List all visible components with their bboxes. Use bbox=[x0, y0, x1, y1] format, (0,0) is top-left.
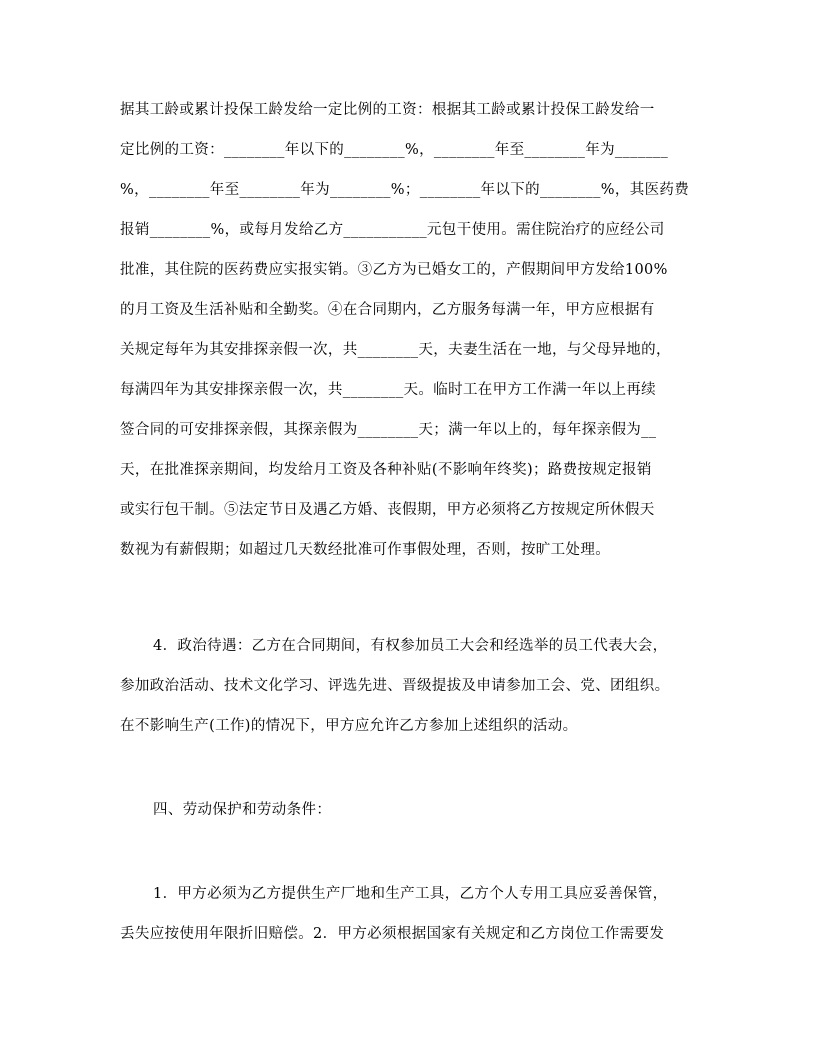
text-line: 报销________%，或每月发给乙方___________元包干使用。需住院治疗的应经公司 bbox=[120, 222, 665, 238]
text-line: 定比例的工资：________年以下的________%，________年至________年为_______ bbox=[120, 142, 669, 158]
text-line: 每满四年为其安排探亲假一次，共________天。临时工在甲方工作满一年以上再续 bbox=[120, 382, 656, 398]
section-4-heading-line: 4．政治待遇：乙方在合同期间，有权参加员工大会和经选举的员工代表大会， bbox=[153, 638, 668, 654]
text-line: 签合同的可安排探亲假，其探亲假为________天；满一年以上的，每年探亲假为__ bbox=[120, 422, 657, 438]
text-line: 丢失应按使用年限折旧赔偿。2．甲方必须根据国家有关规定和乙方岗位工作需要发 bbox=[120, 926, 665, 942]
text-line: 1．甲方必须为乙方提供生产厂地和生产工具，乙方个人专用工具应妥善保管， bbox=[153, 886, 668, 902]
text-line: 天，在批准探亲期间，均发给月工资及各种补贴(不影响年终奖)；路费按规定报销 bbox=[120, 462, 652, 478]
text-line: 据其工龄或累计投保工龄发给一定比例的工资：根据其工龄或累计投保工龄发给一 bbox=[120, 102, 655, 118]
text-line: 的月工资及生活补贴和全勤奖。④在合同期内，乙方服务每满一年，甲方应根据有 bbox=[120, 302, 655, 318]
text-line: 数视为有薪假期；如超过几天数经批准可作事假处理，否则，按旷工处理。 bbox=[120, 542, 611, 558]
text-line: 批准，其住院的医药费应实报实销。③乙方为已婚女工的，产假期间甲方发给100% bbox=[120, 262, 668, 278]
text-line: %，________年至________年为________%；________年以下的________%，其医药费 bbox=[120, 182, 690, 198]
text-line: 在不影响生产(工作)的情况下，甲方应允许乙方参加上述组织的活动。 bbox=[120, 718, 578, 734]
text-line: 参加政治活动、技术文化学习、评选先进、晋级提拔及申请参加工会、党、团组织。 bbox=[120, 678, 670, 694]
text-line: 或实行包干制。⑤法定节日及遇乙方婚、丧假期，甲方必须将乙方按规定所休假天 bbox=[120, 502, 655, 518]
section-heading-labor-protection: 四、劳动保护和劳动条件： bbox=[153, 802, 332, 818]
text-line: 关规定每年为其安排探亲假一次，共________天，夫妻生活在一地，与父母异地的， bbox=[120, 342, 671, 358]
